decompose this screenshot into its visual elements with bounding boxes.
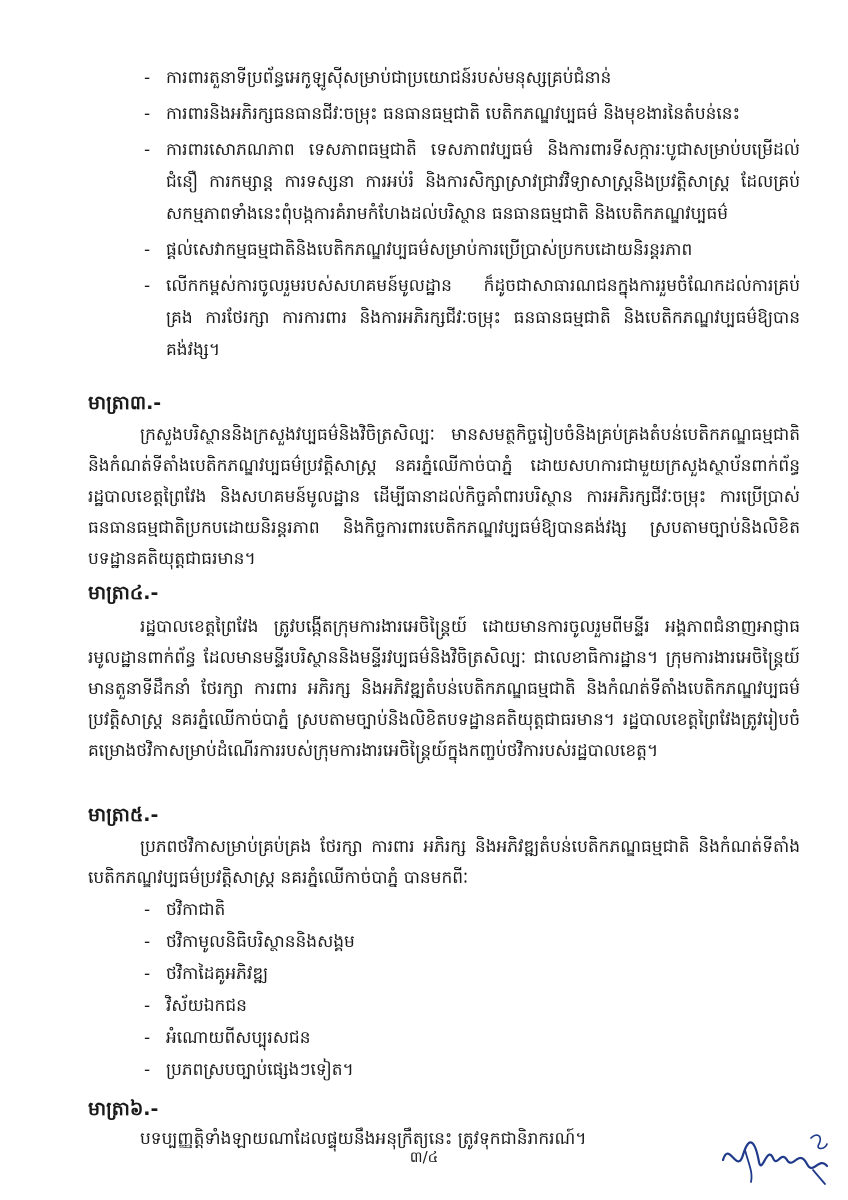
list-item: - ថវិកាមូលនិធិបរិស្ថាននិងសង្គម — [140, 928, 800, 956]
list-item: - អំណោយពីសប្បុរសជន — [140, 1024, 800, 1052]
list-item: - ផ្តល់សេវាកម្មធម្មជាតិនិងបេតិកភណ្ឌវប្បធម៌សម្រាប់ការប្រើប្រាស់ប្រកបដោយនិរន្តរភាព — [140, 234, 800, 266]
article-3-text: ក្រសួងបរិស្ថាននិងក្រសួងវប្បធម៌និងវិចិត្រសិល្បៈ មានសមត្ថកិច្ចរៀបចំនិងគ្រប់គ្រងតំបន់បេតិកភណ្ឌធម្មជាតិ និងកំណត់ទីតាំងបេតិកភណ្ឌវប្បធម៌ប្រវត្តិសាស្ត្រ នគរភ្នំឈើកាច់បាភ្នំ ដោយសហការជាមួយក្រសួងស្ថាប័នពាក់ព័ន្ធ រដ្ឋបាលខេត្តព្រៃវែង និងសហគមន៍មូលដ្ឋាន ដើម្បីធានាដល់កិច្ចគាំពារបរិស្ថាន ការអភិរក្សជីវៈចម្រុះ ការប្រើប្រាស់ធនធានធម្មជាតិប្រកបដោយនិរន្តរភាព និងកិច្ចការពារបេតិកភណ្ឌវប្បធម៌ឱ្យបានគង់វង្ស ស្របតាមច្បាប់និងលិខិតបទដ្ឋានគតិយុត្តជាធរមាន។ — [88, 425, 800, 569]
page-number: ៣/៤ — [409, 1148, 439, 1166]
list-item: - ថវិកាដៃគូអភិវឌ្ឍ — [140, 960, 800, 988]
list-item: - ការពារតួនាទីប្រព័ន្ធអេកូឡូស៊ីសម្រាប់ជាប្រយោជន៍របស់មនុស្សគ្រប់ជំនាន់ — [140, 62, 800, 94]
article-4-text: រដ្ឋបាលខេត្តព្រៃវែង ត្រូវបង្កើតក្រុមការងារអេចិន្ត្រៃយ៍ ដោយមានការចូលរួមពីមន្ទីរ អង្គភាពជំនាញអាជ្ញាធរមូលដ្ឋានពាក់ព័ន្ធ ដែលមានមន្ទីរបរិស្ថាននិងមន្ទីរវប្បធម៌និងវិចិត្រសិល្បៈ ជាលេខាធិការដ្ឋាន។ ក្រុមការងារអេចិន្ត្រៃយ៍មានតួនាទីដឹកនាំ ថែរក្សា ការពារ អភិរក្ស និងអភិវឌ្ឍតំបន់បេតិកភណ្ឌធម្មជាតិ និងកំណត់ទីតាំងបេតិកភណ្ឌវប្បធម៌ប្រវត្តិសាស្ត្រ នគរភ្នំឈើកាច់បាភ្នំ ស្របតាមច្បាប់និងលិខិតបទដ្ឋានគតិយុត្តជាធរមាន។ រដ្ឋបាលខេត្តព្រៃវែងត្រូវរៀបចំគម្រោងថវិកាសម្រាប់ដំណើរការរបស់ក្រុមការងារអេចិន្ត្រៃយ៍ក្នុងកញ្ចប់ថវិការបស់រដ្ឋបាលខេត្ត។ — [88, 617, 800, 761]
list-item: - ថវិកាជាតិ — [140, 896, 800, 924]
list-item: - លើកកម្ពស់ការចូលរួមរបស់សហគមន៍មូលដ្ឋាន ក៏ដូចជាសាធារណជនក្នុងការរួមចំណែកដល់ការគ្រប់គ្រង ការថែរក្សា ការការពារ និងការអភិរក្សជីវៈចម្រុះ ធនធានធម្មជាតិ និងបេតិកភណ្ឌវប្បធម៌ឱ្យបានគង់វង្ស។ — [140, 270, 800, 366]
list-item: - ការពារសោភណភាព ទេសភាពធម្មជាតិ ទេសភាពវប្បធម៌ និងការពារទីសក្ការៈបូជាសម្រាប់បម្រើដល់ជំនឿ ការកម្សាន្ត ការទស្សនា ការអប់រំ និងការសិក្សាស្រាវជ្រាវវិទ្យាសាស្ត្រនិងប្រវត្តិសាស្ត្រ ដែលគ្រប់សកម្មភាពទាំងនេះពុំបង្កការគំរាមកំហែងដល់បរិស្ថាន ធនធានធម្មជាតិ និងបេតិកភណ្ឌវប្បធម៌ — [140, 134, 800, 230]
list-item: - វិស័យឯកជន — [140, 992, 800, 1020]
funding-sources-list — [140, 896, 800, 1088]
article-6-text: បទប្បញ្ញត្តិទាំងឡាយណាដែលផ្ទុយនឹងអនុក្រឹត្យនេះ ត្រូវទុកជានិរាករណ៍។ — [140, 1129, 587, 1149]
objectives-list — [140, 62, 800, 370]
signature-initials — [715, 1120, 835, 1190]
article-6-heading: មាត្រា៦.- — [88, 1098, 159, 1120]
list-item: - ប្រភពស្របច្បាប់ផ្សេងៗទៀត។ — [140, 1056, 800, 1084]
list-item: - ការពារនិងអភិរក្សធនធានជីវៈចម្រុះ ធនធានធម្មជាតិ បេតិកភណ្ឌវប្បធម៌ និងមុខងារនៃតំបន់នេះ — [140, 98, 800, 130]
article-4-heading: មាត្រា៤.- — [88, 582, 159, 604]
article-5-heading: មាត្រា៥.- — [88, 804, 159, 826]
article-3-heading: មាត្រា៣.- — [88, 392, 162, 414]
article-5-text: ប្រភពថវិកាសម្រាប់គ្រប់គ្រង ថែរក្សា ការពារ អភិរក្ស និងអភិវឌ្ឍតំបន់បេតិកភណ្ឌធម្មជាតិ និងកំណត់ទីតាំងបេតិកភណ្ឌវប្បធម៌ប្រវត្តិសាស្ត្រ នគរភ្នំឈើកាច់បាភ្នំ បានមកពីៈ — [88, 837, 800, 888]
